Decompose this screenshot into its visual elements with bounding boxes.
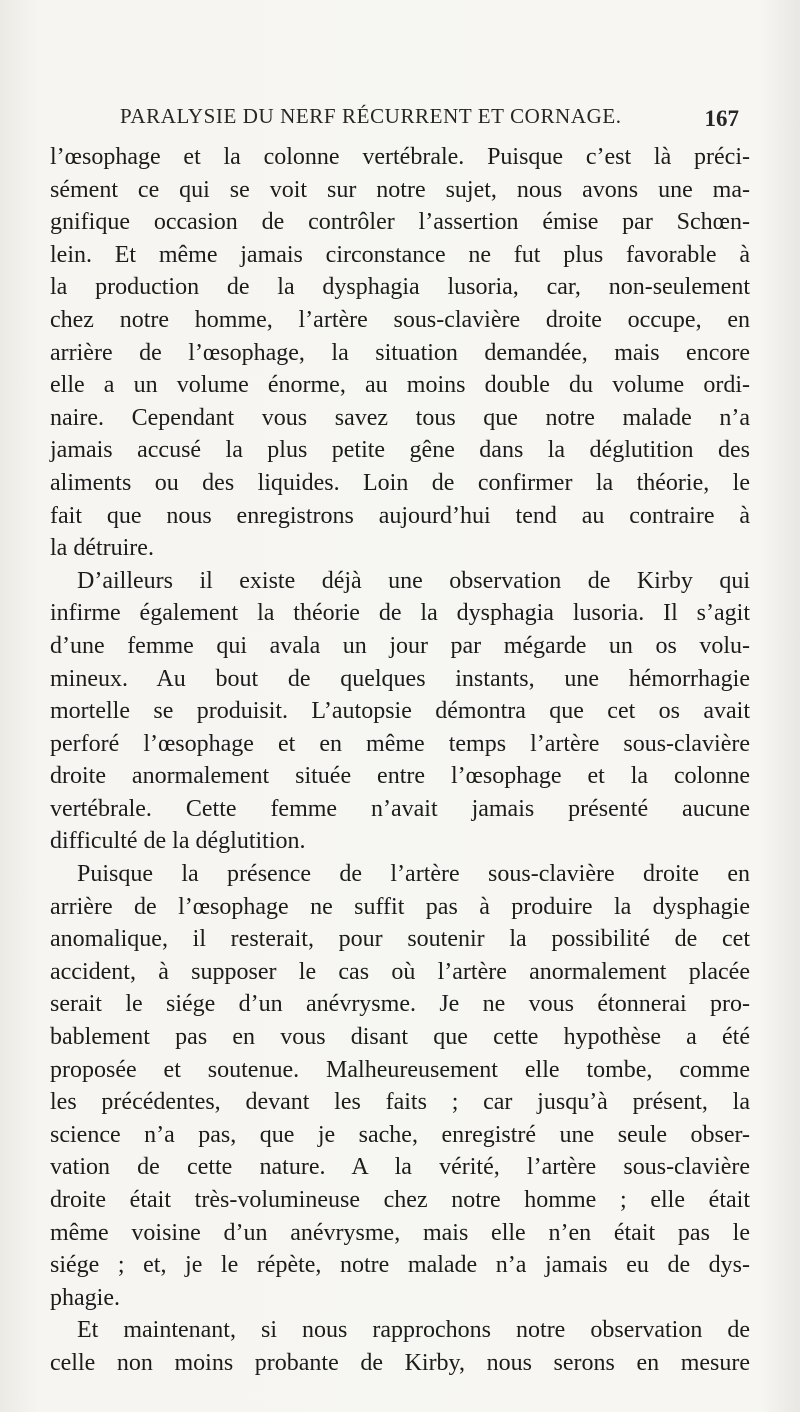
text-line: jamais accusé la plus petite gêne dans la déglutition des: [50, 437, 750, 464]
text-line: serait le siége d’un anévrysme. Je ne vous étonnerai pro-: [50, 991, 750, 1018]
text-line: bablement pas en vous disant que cette hypothèse a été: [50, 1024, 750, 1051]
text-line: droite était très-volumineuse chez notre homme ; elle était: [50, 1187, 750, 1213]
text-line: difficulté de la déglutition.: [50, 828, 306, 855]
text-line: phagie.: [50, 1284, 120, 1311]
text-line: celle non moins probante de Kirby, nous serons en mesure: [50, 1349, 750, 1376]
paragraph-4: [50, 1314, 750, 1379]
page-number: 167: [704, 106, 739, 131]
text-line: aliments ou des liquides. Loin de confirmer la théorie, le: [50, 469, 750, 496]
body-text: [50, 141, 750, 1380]
text-line: infirme également la théorie de la dysphagia lusoria. Il s’agit: [50, 600, 750, 627]
text-line: droite anormalement située entre l’œsophage et la colonne: [50, 763, 750, 790]
text-line: sément ce qui se voit sur notre sujet, nous avons une ma-: [50, 176, 750, 203]
text-line: arrière de l’œsophage, la situation demandée, mais encore: [50, 339, 750, 366]
text-line: mortelle se produisit. L’autopsie démontra que cet os avait: [50, 698, 750, 725]
text-line: vertébrale. Cette femme n’avait jamais présenté aucune: [50, 795, 750, 822]
text-line: Et maintenant, si nous rapprochons notre observation de: [77, 1317, 750, 1344]
text-line: la production de la dysphagia lusoria, car, non-seulement: [50, 274, 750, 301]
text-line: vation de cette nature. A la vérité, l’artère sous-clavière: [50, 1154, 750, 1181]
paragraph-2: [50, 565, 750, 858]
text-line: d’une femme qui avala un jour par mégarde un os volu-: [50, 632, 750, 659]
text-line: arrière de l’œsophage ne suffit pas à produire la dysphagie: [50, 893, 750, 920]
text-line: perforé l’œsophage et en même temps l’artère sous-clavière: [50, 730, 750, 757]
text-line: accident, à supposer le cas où l’artère anormalement placée: [50, 958, 750, 985]
text-line: fait que nous enregistrons aujourd’hui tend au contraire à: [50, 502, 750, 529]
text-line: chez notre homme, l’artère sous-clavière droite occupe, en: [50, 306, 750, 333]
text-line: D’ailleurs il existe déjà une observation de Kirby qui: [77, 567, 750, 594]
page-header: [120, 102, 745, 136]
text-line: lein. Et même jamais circonstance ne fut plus favorable à: [50, 241, 750, 268]
text-line: mineux. Au bout de quelques instants, une hémorrhagie: [50, 665, 750, 692]
text-line: l’œsophage et la colonne vertébrale. Puisque c’est là préci-: [50, 144, 750, 170]
text-line: Puisque la présence de l’artère sous-clavière droite en: [77, 861, 750, 888]
text-line: naire. Cependant vous savez tous que notre malade n’a: [50, 404, 750, 431]
text-line: elle a un volume énorme, au moins double du volume ordi-: [50, 372, 750, 399]
text-line: proposée et soutenue. Malheureusement elle tombe, comme: [50, 1056, 750, 1083]
text-line: même voisine d’un anévrysme, mais elle n’en était pas le: [50, 1219, 750, 1246]
paragraph-3: [50, 858, 750, 1314]
running-title: PARALYSIE DU NERF RÉCURRENT ET CORNAGE.: [120, 104, 622, 128]
text-line: les précédentes, devant les faits ; car jusqu’à présent, la: [50, 1089, 750, 1116]
paragraph-1: [50, 141, 750, 565]
text-line: siége ; et, je le répète, notre malade n’a jamais eu de dys-: [50, 1252, 750, 1279]
text-line: anomalique, il resterait, pour soutenir la possibilité de cet: [50, 926, 750, 953]
text-line: gnifique occasion de contrôler l’assertion émise par Schœn-: [50, 209, 750, 236]
text-line: la détruire.: [50, 535, 154, 562]
text-line: science n’a pas, que je sache, enregistré une seule obser-: [50, 1121, 750, 1148]
